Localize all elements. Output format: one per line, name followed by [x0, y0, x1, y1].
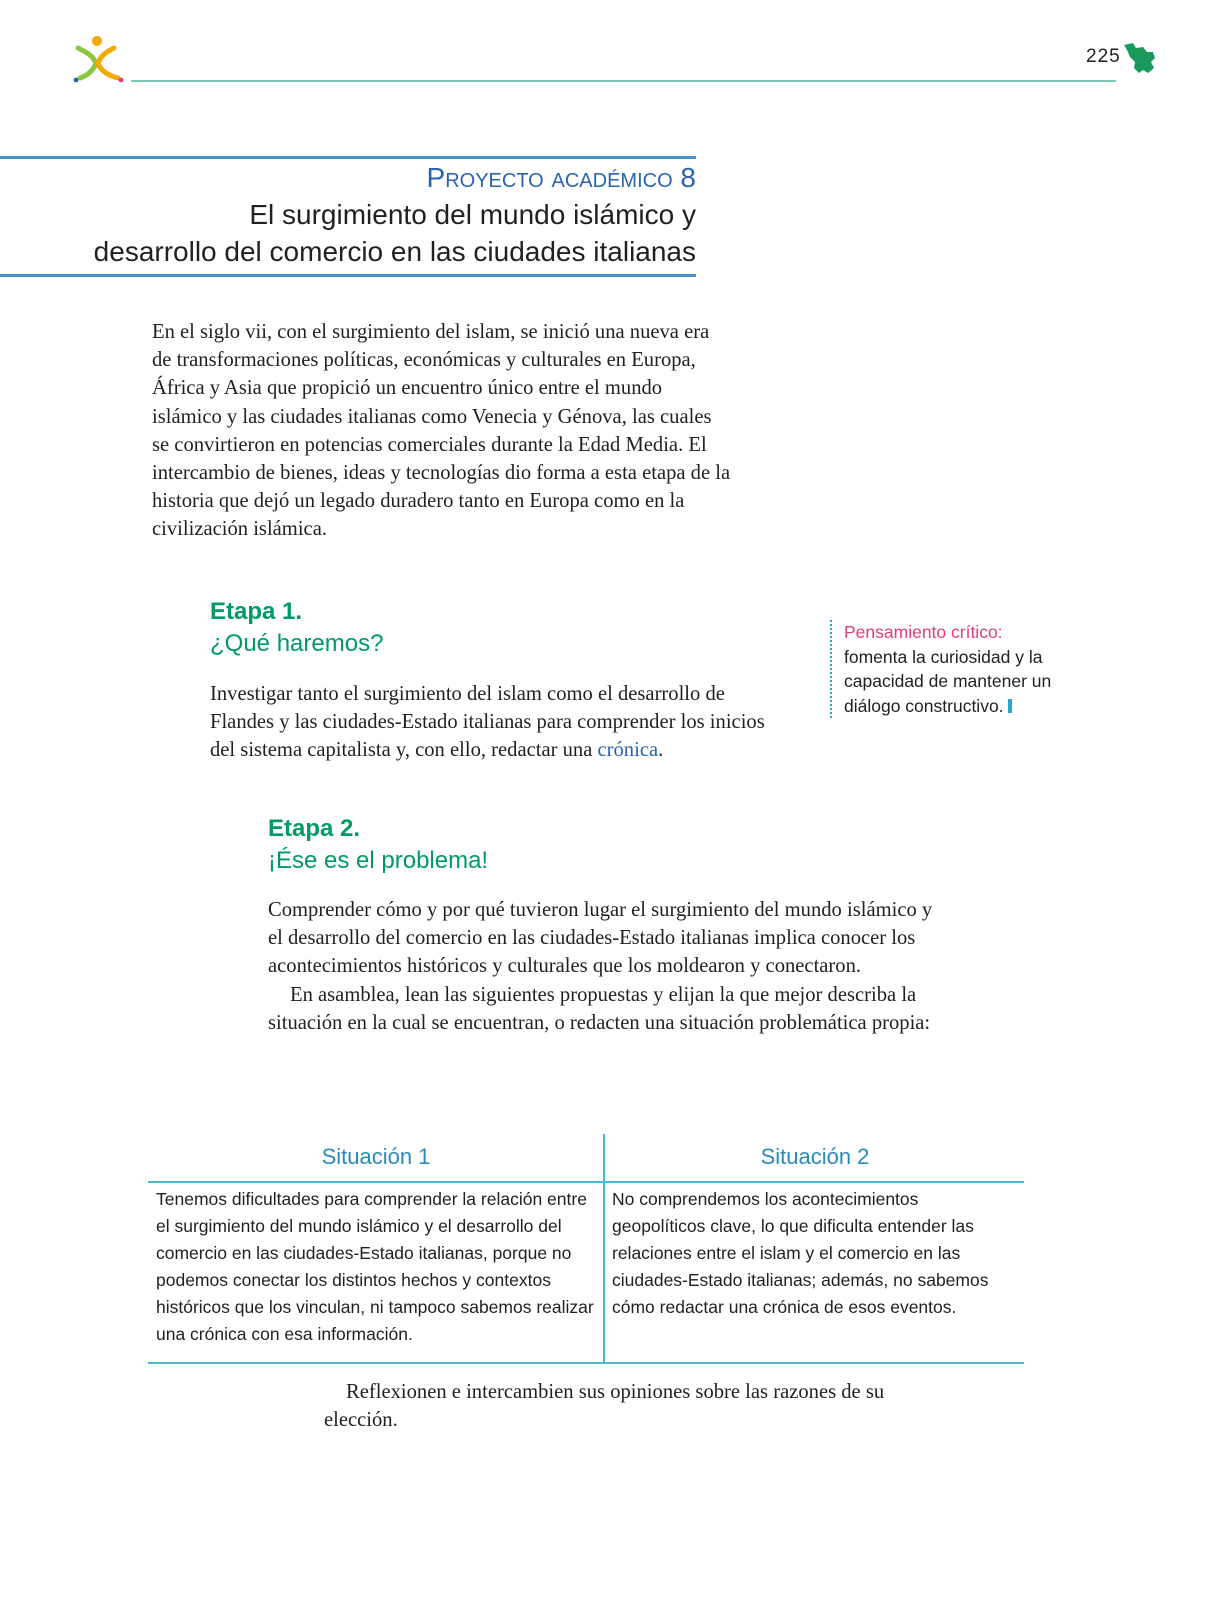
stage1-number: Etapa 1. — [210, 598, 303, 625]
table-bottom-rule — [148, 1362, 1024, 1364]
end-mark-icon — [1008, 699, 1012, 713]
stage1-text-after: . — [658, 739, 664, 762]
stage1-text — [210, 680, 790, 765]
intro-paragraph: En el siglo vii, con el surgimiento del islam, se inició una nueva era de transformaciones políticas, económicas y culturales en Europa, África y Asia que propició un encuentro único entre el mundo islámico y las ciudades italianas como Venecia y Génova, las cuales se convirtieron en potencias comerciales durante la Edad Media. El intercambio de bienes, ideas y tecnologías dio forma a esta etapa de la historia que dejó un legado duradero tanto en Europa como en la civilización islámica. — [152, 321, 731, 541]
stage2-number: Etapa 2. — [268, 815, 361, 842]
project-label: Proyecto académico 8 — [426, 162, 696, 193]
page-title-line-2: desarrollo del comercio en las ciudades italianas — [93, 236, 696, 267]
stage2-title: ¡Ése es el problema! — [268, 847, 489, 874]
table-column-divider — [603, 1134, 605, 1364]
stage2-text — [268, 896, 948, 1037]
sidebar-title: Pensamiento crítico: — [844, 622, 1003, 642]
closing-paragraph: Reflexionen e intercambien sus opiniones sobre las razones de su elección. — [324, 1381, 885, 1432]
table-cell-situation-1: Tenemos dificultades para comprender la relación entre el surgimiento del mundo islámico y el desarrollo del comercio en las ciudades-Estado italianas, porque no podemos conectar los distintos hechos y contextos históricos que los vinculan, ni tampoco sabemos realizar una crónica con esa información. — [156, 1189, 594, 1344]
table-header-row — [148, 1134, 1024, 1186]
header-rule — [131, 80, 1116, 82]
table-header-rule — [148, 1181, 1024, 1183]
title-rule-top — [0, 156, 696, 159]
table-header-situation-1: Situación 1 — [321, 1144, 431, 1169]
sidebar-text: fomenta la curiosidad y la capacidad de mantener un diálogo constructivo. — [844, 646, 1052, 716]
stage1-title: ¿Qué haremos? — [210, 630, 384, 657]
page-title-line-1: El surgimiento del mundo islámico y — [249, 199, 696, 230]
table-cell-situation-2: No comprendemos los acontecimientos geopolíticos clave, lo que dificulta entender las relaciones entre el islam y el comercio en las ciudades-Estado italianas; además, no sabemos cómo redactar una crónica de esos eventos. — [612, 1189, 989, 1317]
critical-thinking-note — [830, 620, 1064, 718]
stylized-figure-logo — [72, 34, 126, 84]
cronica-term: crónica — [597, 739, 659, 762]
table-header-situation-2: Situación 2 — [760, 1144, 870, 1169]
stage1-text-before: Investigar tanto el surgimiento del islam como el desarrollo de Flandes y las ciudades-Estado italianas para comprender los inicios del sistema capitalista y, con ello, redactar una — [210, 683, 765, 762]
situations-table — [148, 1134, 1024, 1370]
stage2-paragraph-1: Comprender cómo y por qué tuvieron lugar el surgimiento del mundo islámico y el desarrollo del comercio en las ciudades-Estado italianas implica conocer los acontecimientos históricos y culturales que los moldearon y conectaron. — [268, 899, 933, 978]
page-number: 225 — [1086, 46, 1121, 67]
mexico-map-icon — [1121, 40, 1157, 76]
title-rule-bottom — [0, 274, 696, 277]
stage2-paragraph-2: En asamblea, lean las siguientes propuestas y elijan la que mejor describa la situación en la cual se encuentran, o redacten una situación problemática propia: — [268, 983, 931, 1034]
